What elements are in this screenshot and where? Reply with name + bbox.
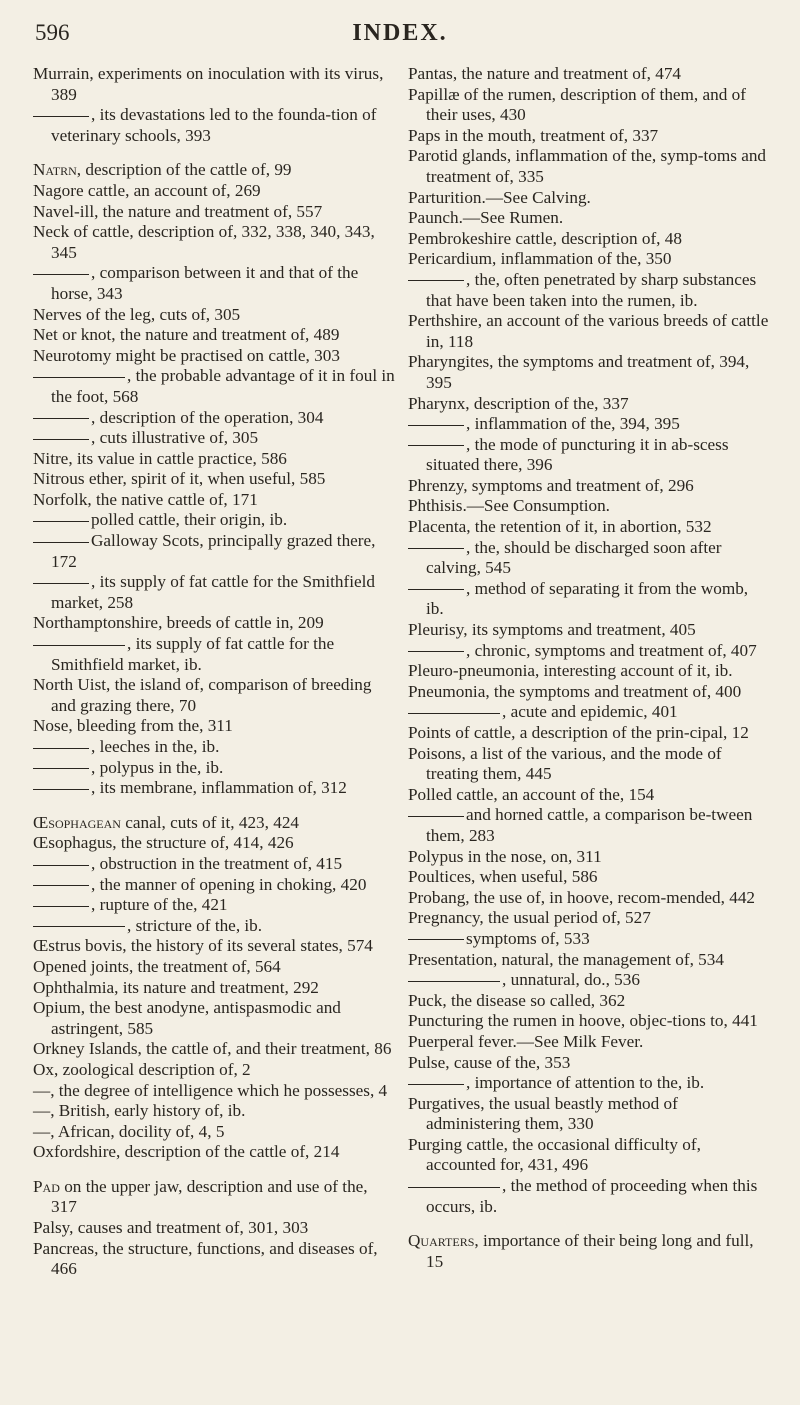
- ditto-rule: [408, 589, 464, 590]
- entry-text: Œstrus bovis, the history of its several states, 574: [33, 936, 373, 956]
- entry-text: Ophthalmia, its nature and treatment, 292: [33, 977, 319, 997]
- entry-text: , description of the operation, 304: [91, 407, 324, 427]
- entry-text: Pulse, cause of the, 353: [408, 1052, 571, 1072]
- index-entry: [33, 1177, 395, 1218]
- index-entry: [33, 160, 395, 181]
- entry-text: Net or knot, the nature and treatment of, 489: [33, 325, 340, 345]
- entry-text: Paps in the mouth, treatment of, 337: [408, 125, 659, 145]
- index-entry: [408, 908, 770, 929]
- entry-text: Opium, the best anodyne, antispasmodic and astringent, 585: [33, 998, 341, 1038]
- index-entry: [408, 394, 770, 415]
- entry-text: Nerves of the leg, cuts of, 305: [33, 304, 241, 324]
- entry-text: —, African, docility of, 4, 5: [33, 1121, 225, 1141]
- entry-text: Placenta, the retention of it, in abortion, 532: [408, 517, 712, 537]
- ditto-rule: [33, 906, 89, 907]
- entry-text: Orkney Islands, the cattle of, and their treatment, 86: [33, 1039, 392, 1059]
- ditto-rule: [408, 445, 464, 446]
- index-entry: [33, 833, 395, 854]
- entry-text: Poisons, a list of the various, and the mode of treating them, 445: [408, 743, 722, 784]
- entry-text: Nitre, its value in cattle practice, 586: [33, 448, 287, 468]
- index-entry: [408, 620, 770, 641]
- index-entry: [408, 579, 770, 620]
- entry-text: , rupture of the, 421: [91, 895, 228, 915]
- index-entry: [33, 1239, 395, 1280]
- ditto-rule: [408, 981, 500, 982]
- entry-text: Polypus in the nose, on, 311: [408, 846, 602, 866]
- ditto-rule: [33, 116, 89, 117]
- index-entry: [33, 428, 395, 449]
- index-entry: [33, 449, 395, 470]
- index-entry: [408, 970, 770, 991]
- index-entry: [408, 1032, 770, 1053]
- index-entry: [33, 936, 395, 957]
- entry-text: , the probable advantage of it in foul in the foot, 568: [51, 366, 395, 406]
- index-entry: [408, 188, 770, 209]
- entry-text: , stricture of the, ib.: [127, 915, 263, 935]
- entry-text: Pleurisy, its symptoms and treatment, 405: [408, 620, 696, 640]
- index-entry: [33, 916, 395, 937]
- entry-text: Galloway Scots, principally grazed there, 172: [51, 531, 376, 571]
- entry-text: Polled cattle, an account of the, 154: [408, 784, 655, 804]
- ditto-rule: [408, 816, 464, 817]
- page-header: [35, 20, 765, 52]
- index-entry: [408, 85, 770, 126]
- entry-text: Puncturing the rumen in hoove, objec-tions to, 441: [408, 1011, 758, 1031]
- index-entry: [33, 737, 395, 758]
- entry-text: Pantas, the nature and treatment of, 474: [408, 64, 682, 83]
- index-entry: [408, 1135, 770, 1176]
- entry-text: , its membrane, inflammation of, 312: [91, 778, 347, 798]
- entry-text: Neurotomy might be practised on cattle, 303: [33, 345, 340, 365]
- index-entry: [408, 950, 770, 971]
- index-entry: [408, 867, 770, 888]
- entry-text: Nagore cattle, an account of, 269: [33, 180, 261, 200]
- index-entry: [408, 1073, 770, 1094]
- index-entry: [33, 305, 395, 326]
- ditto-rule: [408, 425, 464, 426]
- index-entry: [33, 854, 395, 875]
- ditto-rule: [33, 645, 125, 646]
- entry-text: Presentation, natural, the management of, 534: [408, 949, 724, 969]
- entry-text: canal, cuts of it, 423, 424: [120, 812, 300, 832]
- index-entry: [33, 64, 395, 105]
- right-column: [408, 64, 770, 1272]
- index-entry: [33, 202, 395, 223]
- entry-text: , its devastations led to the founda-tion of veterinary schools, 393: [51, 105, 377, 145]
- entry-text: , its supply of fat cattle for the Smithfield market, ib.: [51, 634, 335, 674]
- entry-text: Palsy, causes and treatment of, 301, 303: [33, 1218, 309, 1238]
- index-entry: [33, 998, 395, 1039]
- index-entry: [408, 847, 770, 868]
- entry-text: , comparison between it and that of the horse, 343: [51, 263, 359, 303]
- index-entry: [408, 744, 770, 785]
- letter-head-word: Natrn: [33, 160, 77, 180]
- index-entry: [408, 538, 770, 579]
- entry-text: North Uist, the island of, comparison of breeding and grazing there, 70: [33, 675, 372, 715]
- entry-text: Northamptonshire, breeds of cattle in, 209: [33, 613, 324, 633]
- index-entry: [408, 414, 770, 435]
- index-entry: [33, 1142, 395, 1163]
- ditto-rule: [33, 926, 125, 927]
- index-entry: [408, 929, 770, 950]
- entry-text: , the, should be discharged soon after calving, 545: [426, 537, 722, 578]
- index-entry: [408, 126, 770, 147]
- entry-text: , obstruction in the treatment of, 415: [91, 853, 343, 873]
- entry-text: , acute and epidemic, 401: [502, 702, 678, 722]
- index-entry: [33, 613, 395, 634]
- entry-text: Points of cattle, a description of the prin-cipal, 12: [408, 723, 749, 742]
- index-entry: [408, 702, 770, 723]
- index-entry: [33, 325, 395, 346]
- index-entry: [33, 675, 395, 716]
- entry-text: , the method of proceeding when this occurs, ib.: [426, 1176, 758, 1216]
- index-entry: [33, 1039, 395, 1060]
- ditto-rule: [33, 865, 89, 866]
- entry-text: , chronic, symptoms and treatment of, 407: [466, 640, 757, 660]
- entry-text: , inflammation of the, 394, 395: [466, 414, 680, 434]
- entry-text: Neck of cattle, description of, 332, 338, 340, 343, 345: [33, 222, 375, 262]
- index-entry: [33, 572, 395, 613]
- entry-text: symptoms of, 533: [466, 928, 590, 948]
- ditto-rule: [33, 418, 89, 419]
- index-entry: [408, 352, 770, 393]
- entry-text: Parturition.—See Calving.: [408, 187, 591, 207]
- entry-text: Purging cattle, the occasional difficulty of, accounted for, 431, 496: [408, 1134, 701, 1175]
- entry-text: Nitrous ether, spirit of it, when useful, 585: [33, 469, 326, 489]
- index-entry: [408, 64, 770, 85]
- entry-text: Parotid glands, inflammation of the, symp-toms and treatment of, 335: [408, 146, 767, 186]
- index-entry: [408, 1176, 770, 1217]
- entry-text: Puerperal fever.—See Milk Fever.: [408, 1031, 644, 1051]
- index-entry: [408, 311, 770, 352]
- ditto-rule: [408, 651, 464, 652]
- letter-head-word: Pad: [33, 1176, 60, 1196]
- index-entry: [33, 1081, 395, 1102]
- entry-text: Perthshire, an account of the various breeds of cattle in, 118: [408, 311, 769, 351]
- entry-text: Pregnancy, the usual period of, 527: [408, 908, 651, 928]
- index-entry: [33, 978, 395, 999]
- entry-text: Nose, bleeding from the, 311: [33, 716, 233, 736]
- entry-text: Pembrokeshire cattle, description of, 48: [408, 228, 682, 248]
- entry-text: Pleuro-pneumonia, interesting account of it, ib.: [408, 661, 733, 681]
- entry-text: , the mode of puncturing it in ab-scess situated there, 396: [426, 434, 729, 475]
- entry-text: Pharynx, description of the, 337: [408, 393, 629, 413]
- index-entry: [33, 366, 395, 407]
- index-entry: [408, 723, 770, 744]
- index-entry: [33, 778, 395, 799]
- index-entry: [408, 249, 770, 270]
- index-entry: [33, 346, 395, 367]
- running-title: INDEX.: [352, 20, 448, 46]
- index-entry: [408, 476, 770, 497]
- entry-text: , method of separating it from the womb, ib.: [426, 578, 749, 619]
- index-entry: [408, 1231, 770, 1272]
- index-entry: [33, 634, 395, 675]
- letter-head-word: Quarters: [408, 1231, 475, 1251]
- entry-text: Purgatives, the usual beastly method of administering them, 330: [408, 1093, 678, 1134]
- ditto-rule: [33, 789, 89, 790]
- entry-text: Opened joints, the treatment of, 564: [33, 956, 281, 976]
- entry-text: Pancreas, the structure, functions, and diseases of, 466: [33, 1238, 378, 1279]
- index-entry: [408, 991, 770, 1012]
- ditto-rule: [33, 885, 89, 886]
- ditto-rule: [33, 377, 125, 378]
- index-entry: [33, 957, 395, 978]
- index-entry: [33, 510, 395, 531]
- entry-text: Navel-ill, the nature and treatment of, 557: [33, 201, 323, 221]
- index-entry: [33, 813, 395, 834]
- index-entry: [33, 469, 395, 490]
- index-entry: [33, 1122, 395, 1143]
- entry-text: —, the degree of intelligence which he possesses, 4: [33, 1080, 388, 1100]
- entry-text: , polypus in the, ib.: [91, 757, 224, 777]
- entry-text: , the, often penetrated by sharp substances that have been taken into the rumen, ib.: [426, 269, 757, 310]
- index-entry: [408, 661, 770, 682]
- index-entry: [408, 1094, 770, 1135]
- ditto-rule: [408, 548, 464, 549]
- index-entry: [33, 1060, 395, 1081]
- entry-text: Probang, the use of, in hoove, recom-mended, 442: [408, 887, 756, 907]
- index-entry: [408, 1011, 770, 1032]
- entry-text: polled cattle, their origin, ib.: [91, 510, 288, 530]
- ditto-rule: [408, 1187, 500, 1188]
- index-entry: [408, 229, 770, 250]
- entry-text: Phthisis.—See Consumption.: [408, 496, 610, 516]
- index-entry: [33, 105, 395, 146]
- entry-text: Poultices, when useful, 586: [408, 867, 598, 887]
- index-entry: [33, 716, 395, 737]
- page-number: 596: [35, 20, 70, 45]
- ditto-rule: [408, 280, 464, 281]
- ditto-rule: [408, 939, 464, 940]
- index-entry: [33, 222, 395, 263]
- entry-text: Oxfordshire, description of the cattle of, 214: [33, 1142, 340, 1162]
- index-entry: [33, 1218, 395, 1239]
- letter-head-word: Œsophagean: [33, 812, 121, 832]
- entry-text: Ox, zoological description of, 2: [33, 1059, 251, 1079]
- entry-text: Pericardium, inflammation of the, 350: [408, 249, 672, 269]
- index-entry: [33, 875, 395, 896]
- index-entry: [33, 181, 395, 202]
- entry-text: Pharyngites, the symptoms and treatment of, 394, 395: [408, 352, 750, 392]
- entry-text: , the manner of opening in choking, 420: [91, 874, 367, 894]
- index-entry: [33, 758, 395, 779]
- index-entry: [408, 270, 770, 311]
- index-entry: [33, 1101, 395, 1122]
- index-entry: [33, 490, 395, 511]
- entry-text: Murrain, experiments on inoculation with its virus, 389: [33, 64, 384, 104]
- index-entry: [408, 208, 770, 229]
- entry-text: Paunch.—See Rumen.: [408, 208, 564, 228]
- entry-text: on the upper jaw, description and use of the, 317: [51, 1176, 368, 1217]
- ditto-rule: [33, 542, 89, 543]
- entry-text: and horned cattle, a comparison be-tween them, 283: [426, 805, 753, 845]
- entry-text: Papillæ of the rumen, description of them, and of their uses, 430: [408, 84, 746, 125]
- index-entry: [408, 496, 770, 517]
- entry-text: , cuts illustrative of, 305: [91, 428, 259, 448]
- index-entry: [33, 895, 395, 916]
- ditto-rule: [33, 439, 89, 440]
- entry-text: Œsophagus, the structure of, 414, 426: [33, 833, 294, 853]
- index-entry: [408, 1053, 770, 1074]
- index-entry: [408, 785, 770, 806]
- ditto-rule: [408, 713, 500, 714]
- ditto-rule: [33, 521, 89, 522]
- index-entry: [33, 263, 395, 304]
- entry-text: Phrenzy, symptoms and treatment of, 296: [408, 475, 694, 495]
- index-entry: [408, 641, 770, 662]
- index-entry: [408, 146, 770, 187]
- entry-text: , description of the cattle of, 99: [76, 160, 292, 180]
- ditto-rule: [408, 1084, 464, 1085]
- entry-text: , its supply of fat cattle for the Smithfield market, 258: [51, 572, 376, 612]
- index-entry: [33, 408, 395, 429]
- entry-text: , importance of their being long and full, 15: [426, 1231, 754, 1271]
- entry-text: Norfolk, the native cattle of, 171: [33, 489, 258, 509]
- entry-text: , unnatural, do., 536: [502, 970, 640, 990]
- index-entry: [408, 805, 770, 846]
- index-entry: [33, 531, 395, 572]
- entry-text: Puck, the disease so called, 362: [408, 990, 626, 1010]
- ditto-rule: [33, 768, 89, 769]
- index-entry: [408, 682, 770, 703]
- ditto-rule: [33, 274, 89, 275]
- index-entry: [408, 888, 770, 909]
- ditto-rule: [33, 748, 89, 749]
- left-column: [33, 64, 395, 1280]
- index-entry: [408, 435, 770, 476]
- index-entry: [408, 517, 770, 538]
- entry-text: —, British, early history of, ib.: [33, 1101, 246, 1121]
- entry-text: , leeches in the, ib.: [91, 737, 220, 756]
- entry-text: Pneumonia, the symptoms and treatment of, 400: [408, 681, 742, 701]
- entry-text: , importance of attention to the, ib.: [466, 1073, 705, 1093]
- ditto-rule: [33, 583, 89, 584]
